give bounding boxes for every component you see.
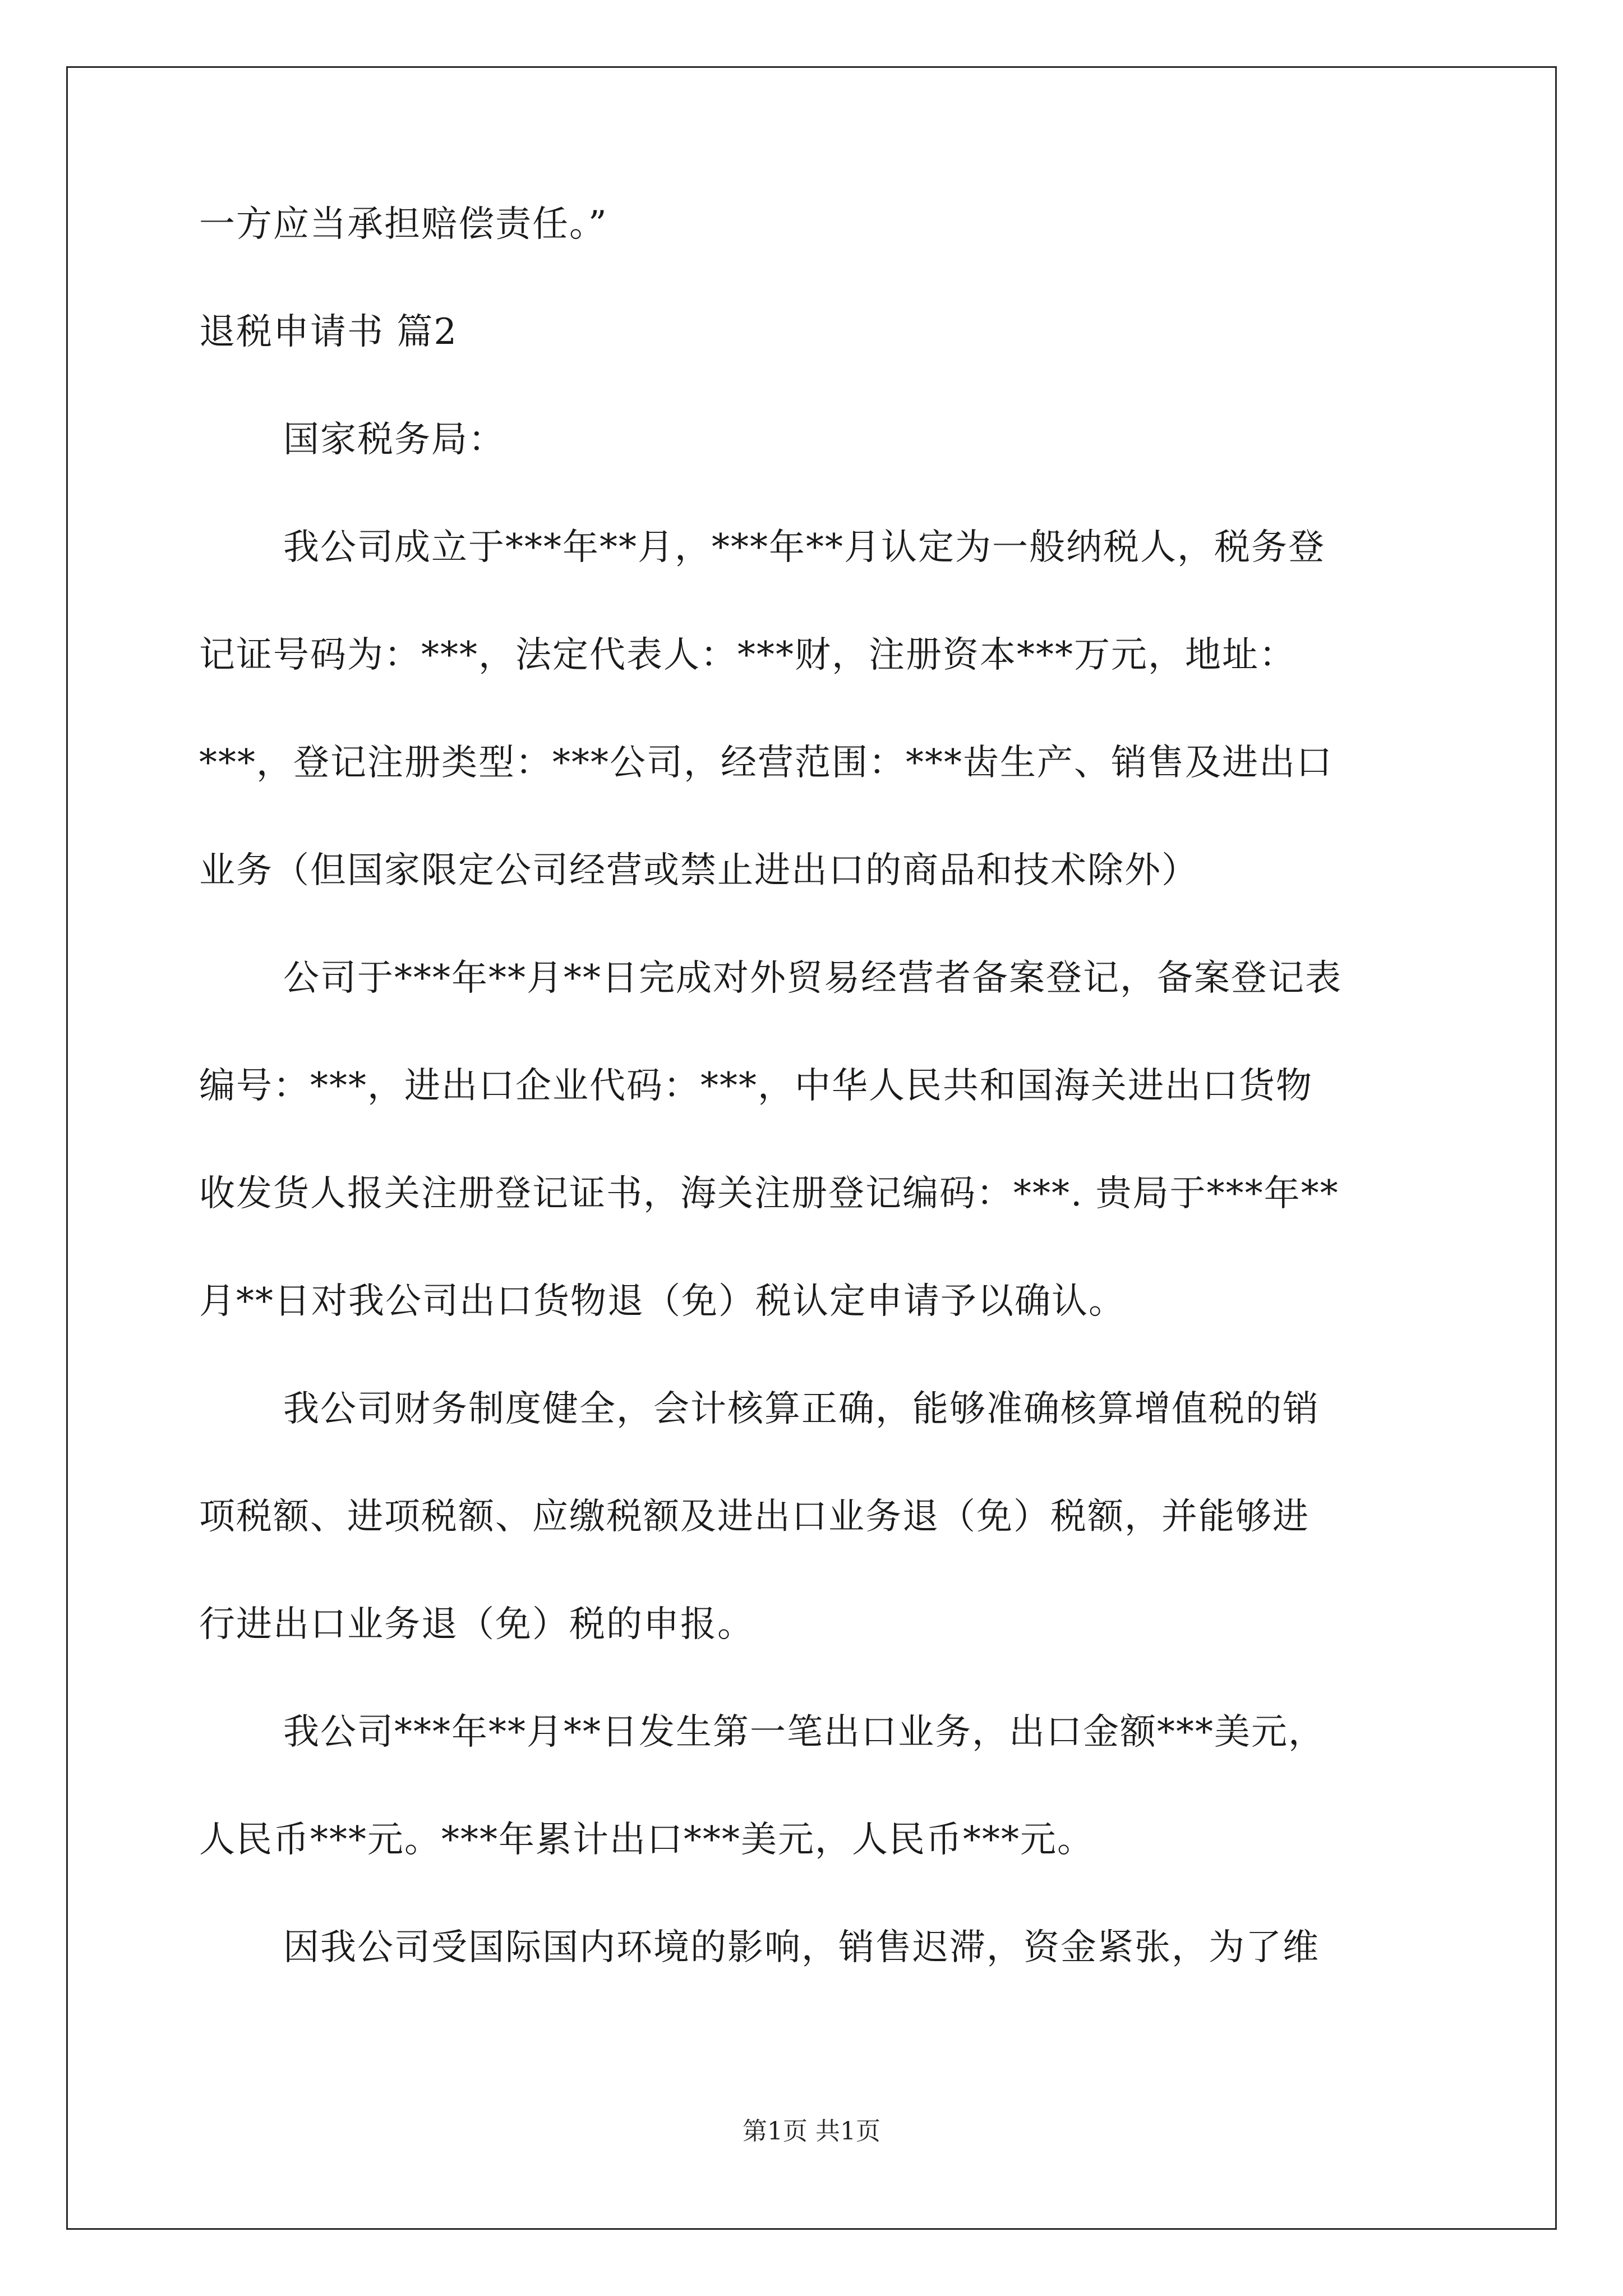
text-line: 月**日对我公司出口货物退（免）税认定申请予以确认。	[199, 1281, 1126, 1322]
text-line: 项税额、进项税额、应缴税额及进出口业务退（免）税额，并能够进	[199, 1496, 1310, 1538]
salutation: 国家税务局：	[283, 419, 505, 461]
section-heading: 退税申请书 篇2	[199, 311, 458, 353]
text-line: 因我公司受国际国内环境的影响，销售迟滞，资金紧张，为了维	[283, 1927, 1320, 1968]
text-line: 业务（但国家限定公司经营或禁止进出口的商品和技术除外）	[199, 850, 1198, 891]
text-line: 收发货人报关注册登记证书，海关注册登记编码：***. 贵局于***年**	[199, 1173, 1339, 1214]
text-line: 人民币***元。***年累计出口***美元，人民币***元。	[199, 1819, 1094, 1861]
text-line: 记证号码为：***，法定代表人：***财，注册资本***万元，地址：	[199, 634, 1296, 676]
page-border	[66, 66, 1557, 2230]
text-line: 编号：***，进出口企业代码：***，中华人民共和国海关进出口货物	[199, 1065, 1313, 1107]
text-line: 行进出口业务退（免）税的申报。	[199, 1604, 754, 1645]
text-line: ***，登记注册类型：***公司，经营范围：***齿生产、销售及进出口	[199, 742, 1333, 784]
text-line: 公司于***年**月**日完成对外贸易经营者备案登记，备案登记表	[283, 958, 1342, 999]
text-line: 我公司***年**月**日发生第一笔出口业务，出口金额***美元，	[283, 1711, 1325, 1753]
text-line: 我公司成立于***年**月，***年**月认定为一般纳税人，税务登	[283, 527, 1325, 568]
text-line: 一方应当承担赔偿责任。”	[199, 204, 608, 245]
text-line: 我公司财务制度健全，会计核算正确，能够准确核算增值税的销	[283, 1388, 1320, 1430]
page-number: 第1页 共1页	[743, 2117, 880, 2146]
